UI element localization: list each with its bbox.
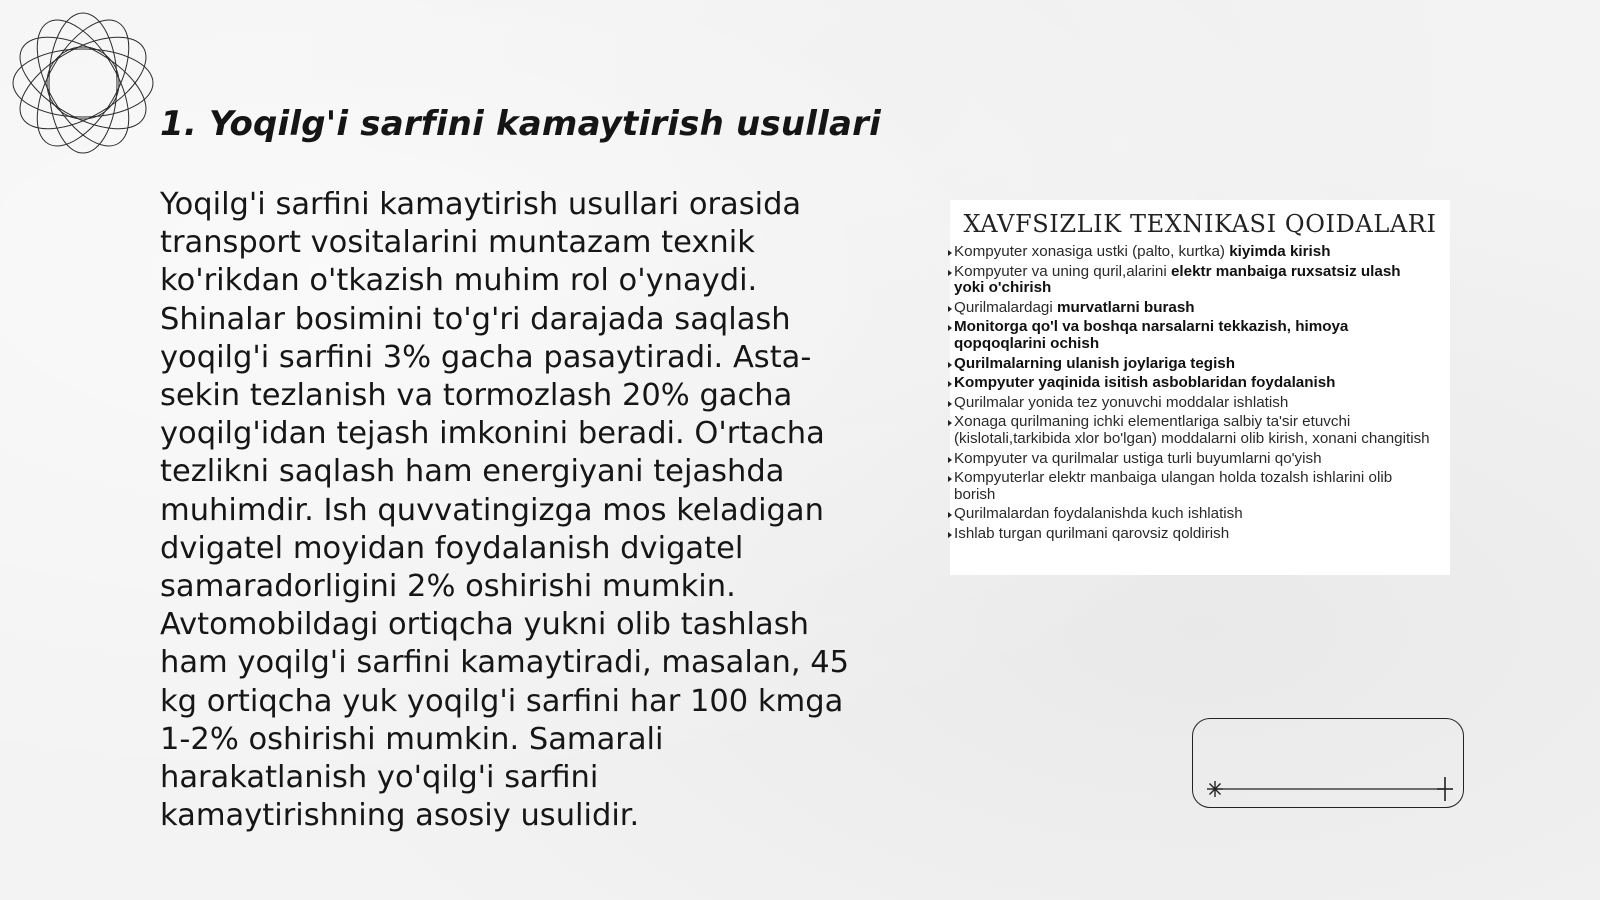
- list-item-text: Xonaga qurilmaning ichki elementlariga salbiy ta'sir etuvchi (kislotali,tarkibida xlor bo'lgan) moddalarni olib kirish, xonani changitish: [954, 413, 1430, 447]
- safety-rules-title: XAVFSIZLIK TEXNIKASI QOIDALARI: [963, 210, 1437, 238]
- circular-ornament-icon: [10, 10, 156, 156]
- list-item: [948, 470, 1432, 503]
- list-item: [948, 375, 1432, 392]
- list-item: [948, 414, 1432, 447]
- list-item: [948, 395, 1432, 412]
- list-item-text: Kompyuter va qurilmalar ustiga turli buyumlarni qo'yish: [954, 449, 1322, 467]
- list-item: [948, 356, 1432, 373]
- body-paragraph: Yoqilg'i sarfini kamaytirish usullari orasida transport vositalarini muntazam texnik ko'rikdan o'tkazish muhim rol o'ynaydi. Shinalar bosimini to'g'ri darajada saqlash yoqilg'i sarfini 3% gacha pasaytiradi. Asta-sekin tezlanish va tormozlash 20% gacha yoqilg'idan tejash imkonini beradi. O'rtacha tezlikni saqlash ham energiyani tejashda muhimdir. Ish quvvatingizga mos keladigan dvigatel moyidan foydalanish dvigatel samaradorligini 2% oshirishi mumkin. Avtomobildagi ortiqcha yukni olib tashlash ham yoqilg'i sarfini kamaytiradi, masalan, 45 kg ortiqcha yuk yoqilg'i sarfini har 100 kmga 1-2% oshirishi mumkin. Samarali harakatlanish yo'qilg'i sarfini kamaytirishning asosiy usulidir.: [160, 187, 850, 834]
- list-item: [948, 264, 1432, 297]
- list-item: [948, 244, 1432, 261]
- safety-rules-list: [950, 244, 1450, 543]
- list-item: [948, 451, 1432, 468]
- list-item-bold-text: Qurilmalarning ulanish joylariga tegish: [954, 354, 1236, 372]
- list-item-text: Kompyuter xonasiga ustki (palto, kurtka): [954, 243, 1230, 260]
- star-line-icon: [1193, 719, 1465, 809]
- list-item-bold-text: Kompyuter yaqinida isitish asboblaridan foydalanish: [954, 374, 1336, 392]
- decorative-frame: [1192, 718, 1464, 808]
- slide-title: 1. Yoqilg'i sarfini kamaytirish usullari: [160, 104, 881, 144]
- list-item-text: Qurilmalardan foydalanishda kuch ishlatish: [954, 505, 1243, 523]
- list-item: [948, 506, 1432, 523]
- list-item: [948, 300, 1432, 317]
- list-item-bold-text: kiyimda kirish: [1229, 243, 1331, 260]
- list-item: [948, 526, 1432, 543]
- list-item-text: Kompyuter va uning quril,alarini: [954, 262, 1171, 280]
- safety-rules-image: [950, 200, 1450, 575]
- list-item-text: Qurilmalar yonida tez yonuvchi moddalar ishlatish: [954, 393, 1289, 411]
- list-item-text: Ishlab turgan qurilmani qarovsiz qoldirish: [954, 524, 1230, 542]
- list-item: [948, 319, 1432, 352]
- list-item-bold-text: elektr manbaiga ruxsatsiz ulash yoki o'chirish: [954, 262, 1401, 297]
- list-item-bold-text: murvatlarni burash: [1056, 298, 1195, 316]
- list-item-bold-text: Monitorga qo'l va boshqa narsalarni tekkazish, himoya qopqoqlarini ochish: [954, 318, 1349, 352]
- list-item-text: Kompyuterlar elektr manbaiga ulangan holda tozalsh ishlarini olib borish: [954, 469, 1393, 503]
- list-item-text: Qurilmalardagi: [954, 298, 1057, 316]
